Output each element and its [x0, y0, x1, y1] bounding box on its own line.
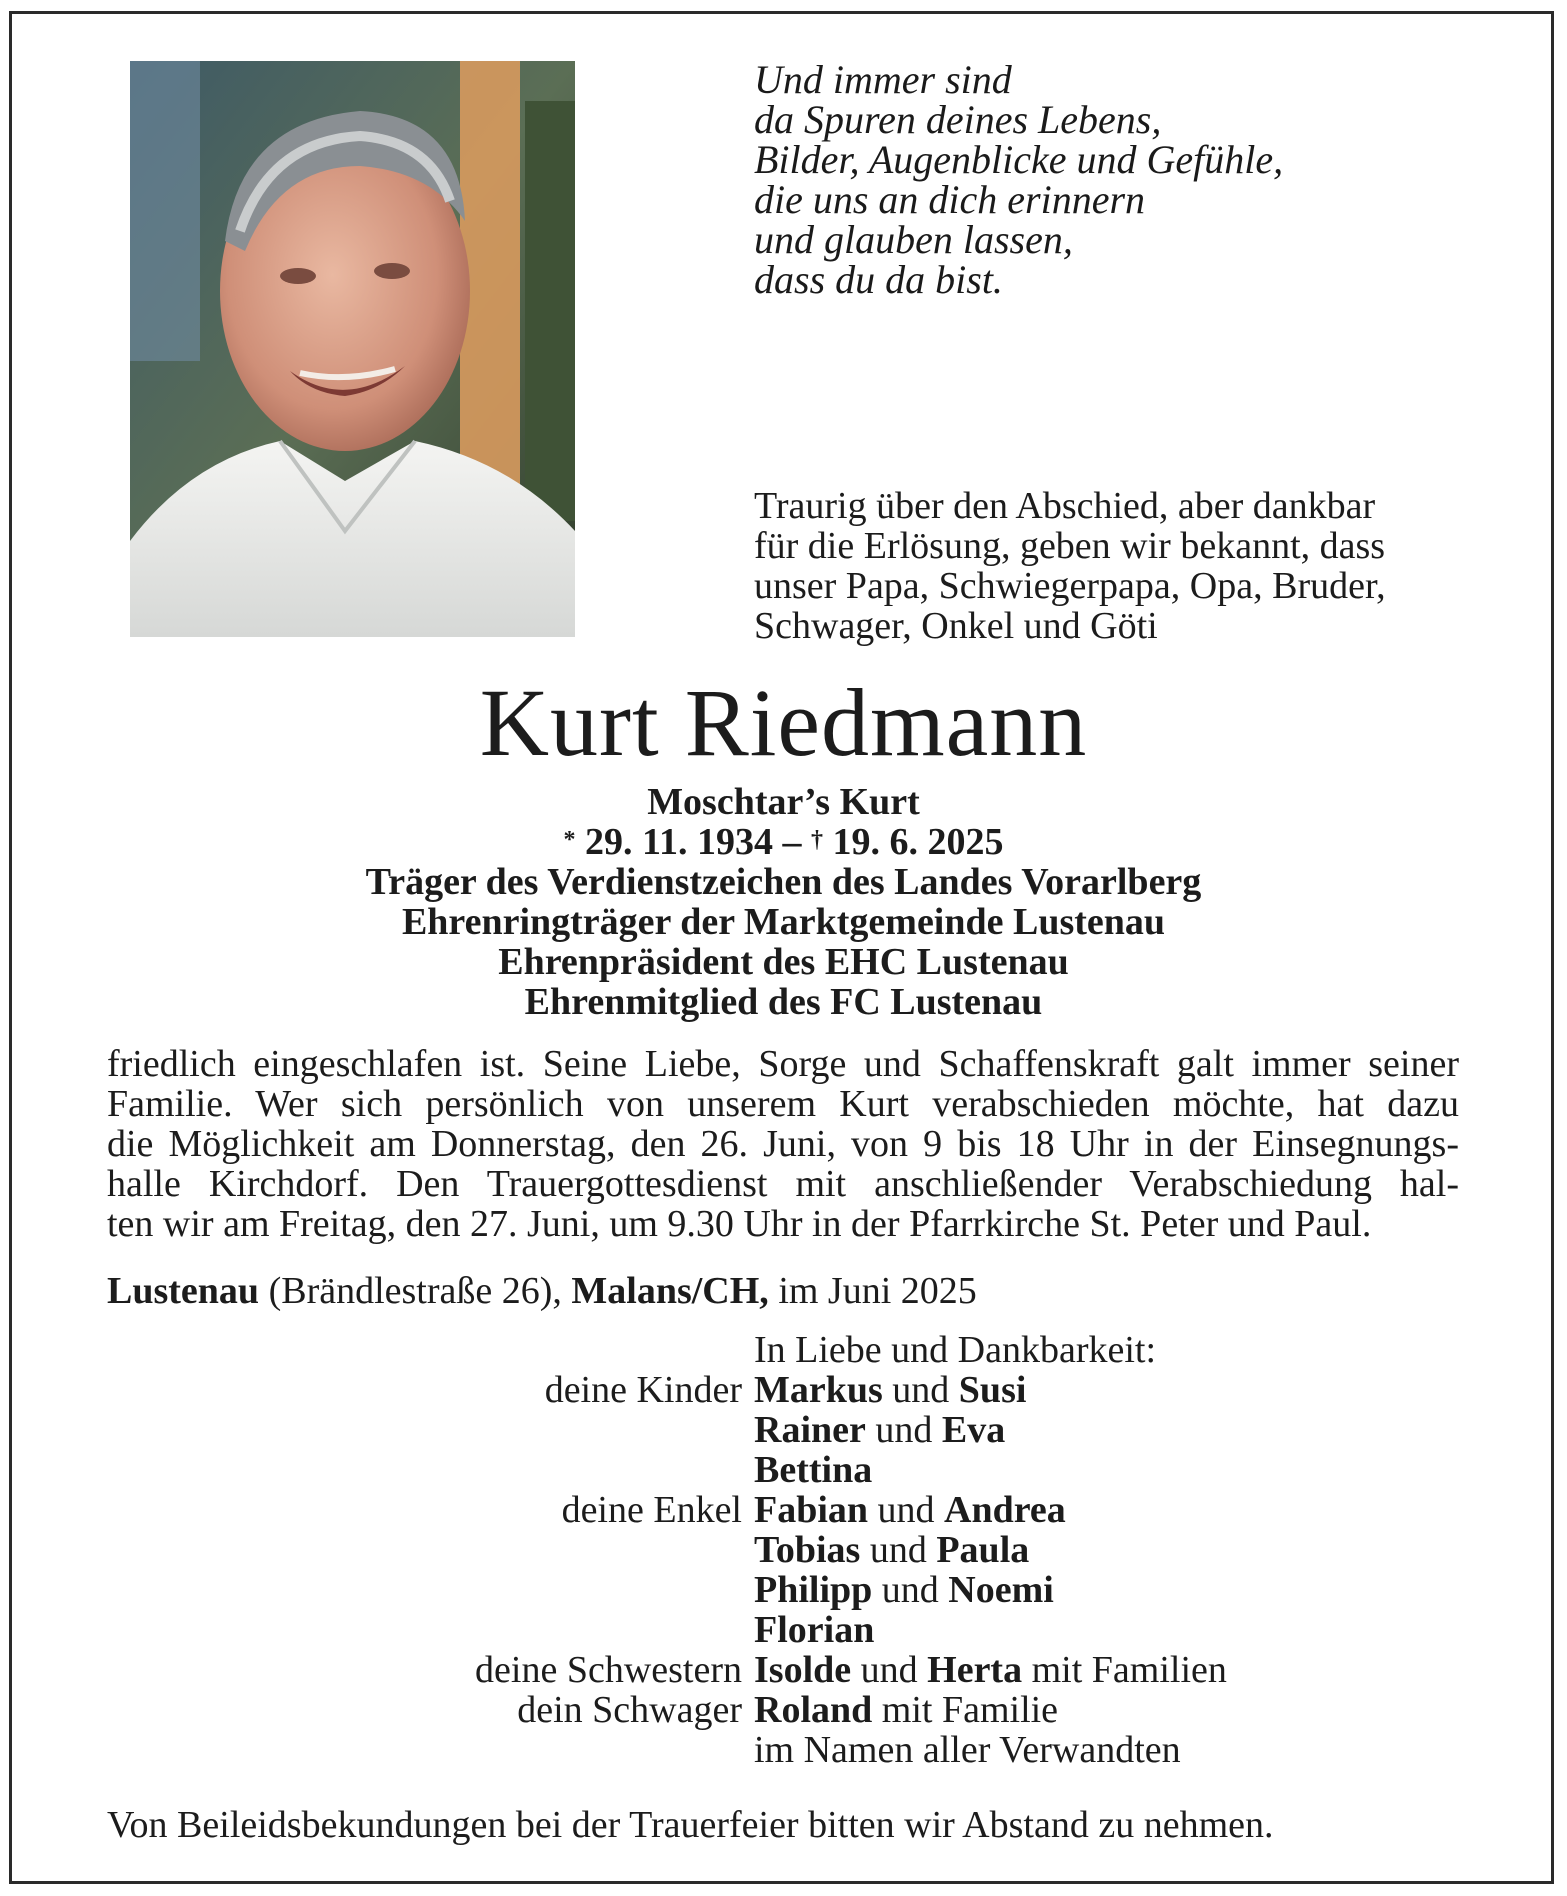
family-names: [754, 1410, 1005, 1450]
poem-line: die uns an dich erinnern: [754, 177, 1146, 222]
person-name: Paula: [936, 1529, 1030, 1571]
birth-date: 29. 11. 1934: [585, 821, 773, 863]
poem: [754, 57, 1454, 302]
person-name: Fabian: [754, 1489, 869, 1531]
body-line: halle Kirchdorf. Den Trauergottesdienst mit anschließender Verabschiedung hal-: [107, 1163, 1459, 1205]
nickname: Moschtar’s Kurt: [647, 781, 920, 823]
deceased-name: Kurt Riedmann: [479, 669, 1088, 776]
family-row: [0, 1730, 1567, 1770]
family-row: [0, 1410, 1567, 1450]
closing-note: Von Beileidsbekundungen bei der Trauerfeier bitten wir Abstand zu nehmen.: [107, 1804, 1274, 1846]
join-word: und: [877, 1489, 935, 1531]
person-name: Roland: [754, 1689, 873, 1731]
family-names: [754, 1610, 874, 1650]
portrait-photo: [130, 61, 575, 637]
family-suffix: mit Familien: [1031, 1649, 1227, 1691]
person-name: Rainer: [754, 1409, 866, 1451]
person-name: Eva: [941, 1409, 1006, 1451]
family-row: [0, 1650, 1567, 1690]
death-date: 19. 6. 2025: [832, 821, 1004, 863]
person-name: Noemi: [948, 1569, 1054, 1611]
honor-line: Träger des Verdienstzeichen des Landes Vorarlberg: [365, 861, 1202, 903]
join-word: und: [869, 1529, 927, 1571]
place-address: (Brändlestraße 26),: [268, 1270, 562, 1312]
family-row: [0, 1690, 1567, 1730]
family-names: [754, 1490, 1066, 1530]
poem-line: und glauben lassen,: [754, 217, 1073, 262]
body-line: ten wir am Freitag, den 27. Juni, um 9.30 Uhr in der Pfarrkirche St. Peter und Paul.: [107, 1203, 1372, 1245]
intro-text: [754, 486, 1474, 646]
intro-line: für die Erlösung, geben wir bekannt, dass: [754, 525, 1386, 567]
poem-line: Und immer sind: [754, 57, 1012, 102]
person-name: Philipp: [754, 1569, 873, 1611]
death-mark: †: [810, 827, 823, 853]
place-city: Lustenau: [107, 1270, 260, 1312]
place-city-2: Malans/CH,: [571, 1270, 769, 1312]
intro-line: unser Papa, Schwiegerpapa, Opa, Bruder,: [754, 565, 1386, 607]
announcement-body: [107, 1044, 1459, 1244]
family-list: [0, 1330, 1567, 1770]
body-line: die Möglichkeit am Donnerstag, den 26. Juni, von 9 bis 18 Uhr in der Einsegnungs-: [107, 1123, 1459, 1165]
family-heading: In Liebe und Dankbarkeit:: [754, 1329, 1157, 1371]
family-heading-row: [0, 1330, 1567, 1370]
family-names: [754, 1370, 1026, 1410]
person-name: Markus: [754, 1369, 883, 1411]
family-label: dein Schwager: [517, 1689, 742, 1731]
family-row: [0, 1450, 1567, 1490]
honor-line: Ehrenmitglied des FC Lustenau: [524, 981, 1043, 1023]
body-line: friedlich eingeschlafen ist. Seine Liebe, Sorge und Schaffenskraft galt immer seiner: [107, 1043, 1459, 1085]
person-name: Florian: [754, 1609, 875, 1651]
family-suffix: mit Familie: [881, 1689, 1059, 1731]
family-row: [0, 1490, 1567, 1530]
date-dash: –: [782, 821, 802, 863]
family-row: [0, 1370, 1567, 1410]
intro-line: Traurig über den Abschied, aber dankbar: [754, 485, 1376, 527]
family-label: deine Kinder: [544, 1369, 742, 1411]
family-names: [754, 1450, 872, 1490]
join-word: und: [892, 1369, 950, 1411]
family-row: [0, 1570, 1567, 1610]
family-names: [754, 1650, 1227, 1690]
poem-line: da Spuren deines Lebens,: [754, 97, 1162, 142]
person-name: Tobias: [754, 1529, 861, 1571]
honors-block: [0, 782, 1567, 1022]
family-names: [754, 1690, 1058, 1730]
person-name: Andrea: [944, 1489, 1066, 1531]
relatives-line: im Namen aller Verwandten: [754, 1729, 1181, 1771]
poem-line: dass du da bist.: [754, 257, 1003, 302]
family-row: [0, 1610, 1567, 1650]
person-name: Bettina: [754, 1449, 873, 1491]
honor-line: Ehrenpräsident des EHC Lustenau: [498, 941, 1069, 983]
join-word: und: [860, 1649, 918, 1691]
family-names: [754, 1570, 1054, 1610]
intro-line: Schwager, Onkel und Göti: [754, 605, 1158, 647]
family-names: [754, 1530, 1029, 1570]
person-name: Isolde: [754, 1649, 852, 1691]
family-label: deine Schwestern: [475, 1649, 742, 1691]
join-word: und: [875, 1409, 933, 1451]
life-dates: [0, 822, 1567, 862]
poem-line: Bilder, Augenblicke und Gefühle,: [754, 137, 1284, 182]
person-name: Susi: [958, 1369, 1027, 1411]
family-row: [0, 1530, 1567, 1570]
body-line: Familie. Wer sich persönlich von unserem Kurt verabschieden möchte, hat dazu: [107, 1083, 1459, 1125]
join-word: und: [881, 1569, 939, 1611]
person-name: Herta: [927, 1649, 1023, 1691]
place-date-line: [107, 1271, 977, 1311]
birth-mark: *: [563, 827, 576, 853]
place-date: im Juni 2025: [778, 1270, 977, 1312]
honor-line: Ehrenringträger der Marktgemeinde Lustenau: [401, 901, 1166, 943]
family-label: deine Enkel: [561, 1489, 742, 1531]
